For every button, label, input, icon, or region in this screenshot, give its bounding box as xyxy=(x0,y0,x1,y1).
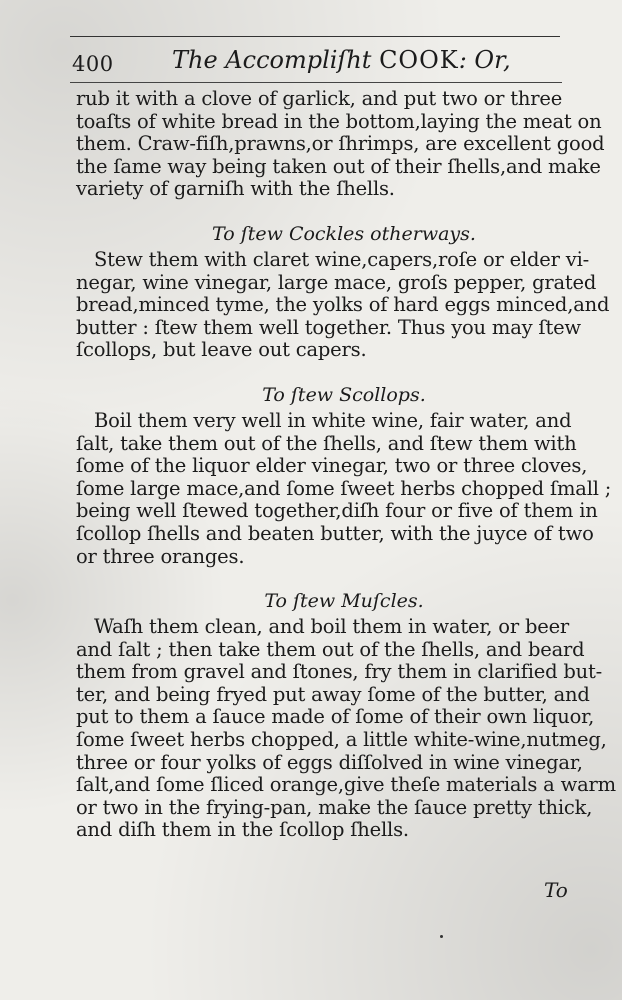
top-border-rule xyxy=(70,36,560,37)
text-line: or two in the frying-pan, make the ſauce pretty thick, xyxy=(76,795,593,819)
text-line: and ſalt ; then take them out of the ſhells, and beard xyxy=(76,637,585,661)
section-cockles xyxy=(76,222,610,362)
text-line: toaſts of white bread in the bottom,laying the meat on xyxy=(76,109,602,133)
text-line: ſcollops, but leave out capers. xyxy=(76,338,367,362)
text-line: Stew them with claret wine,capers,roſe or elder vi- xyxy=(94,247,590,271)
section-muscles xyxy=(76,590,616,842)
text-line: the ſame way being taken out of their ſhells,and make xyxy=(76,154,601,178)
text-line: or three oranges. xyxy=(76,544,245,568)
running-header xyxy=(72,44,562,80)
text-line: Boil them very well in white wine, fair water, and xyxy=(94,408,572,432)
text-line: variety of garniſh with the ſhells. xyxy=(76,177,395,201)
title-suffix: : Or, xyxy=(458,46,511,74)
text-line: ſome large mace,and ſome ſweet herbs chopped ſmall ; xyxy=(76,476,612,500)
title-italic: The Accompliſht xyxy=(172,46,372,74)
text-line: ſcollop ſhells and beaten butter, with the juyce of two xyxy=(76,521,594,545)
text-line: Waſh them clean, and boil them in water, or beer xyxy=(94,615,570,639)
title-caps: COOK xyxy=(379,46,459,74)
text-line: ſome of the liquor elder vinegar, two or three cloves, xyxy=(76,454,588,478)
catchword: To xyxy=(544,878,568,902)
intro-paragraph xyxy=(76,87,605,201)
section-heading: To ſtew Cockles otherways. xyxy=(212,222,476,245)
section-heading: To ſtew Scollops. xyxy=(262,383,426,406)
header-rule xyxy=(70,82,562,83)
text-line: ſalt, take them out of the ſhells, and ſtew them with xyxy=(76,431,577,455)
body-text xyxy=(76,87,616,842)
text-line: ter, and being fryed put away ſome of the butter, and xyxy=(76,682,590,706)
text-line: and diſh them in the ſcollop ſhells. xyxy=(76,818,409,842)
text-line: three or four yolks of eggs diſſolved in wine vinegar, xyxy=(76,750,583,774)
text-line: butter : ſtew them well together. Thus you may ſtew xyxy=(76,315,581,339)
text-line: rub it with a clove of garlick, and put two or three xyxy=(76,87,563,110)
page-number: 400 xyxy=(72,52,114,76)
text-line: bread,minced tyme, the yolks of hard eggs minced,and xyxy=(76,293,610,317)
running-title xyxy=(172,46,511,74)
text-line: ſome ſweet herbs chopped, a little white-wine,nutmeg, xyxy=(76,728,607,752)
section-scollops xyxy=(76,383,612,568)
text-line: ſalt,and ſome ſliced orange,give theſe materials a warm xyxy=(76,773,616,797)
text-line: them. Craw-fiſh,prawns,or ſhrimps, are excellent good xyxy=(76,132,605,156)
section-heading: To ſtew Muſcles. xyxy=(264,590,424,613)
text-line: being well ſtewed together,diſh four or five of them in xyxy=(76,499,598,523)
ink-speck xyxy=(440,935,443,938)
text-line: them from gravel and ſtones, fry them in clarified but- xyxy=(76,660,603,684)
text-line: negar, wine vinegar, large mace, groſs pepper, grated xyxy=(76,270,597,294)
text-line: put to them a ſauce made of ſome of their own liquor, xyxy=(76,705,595,729)
